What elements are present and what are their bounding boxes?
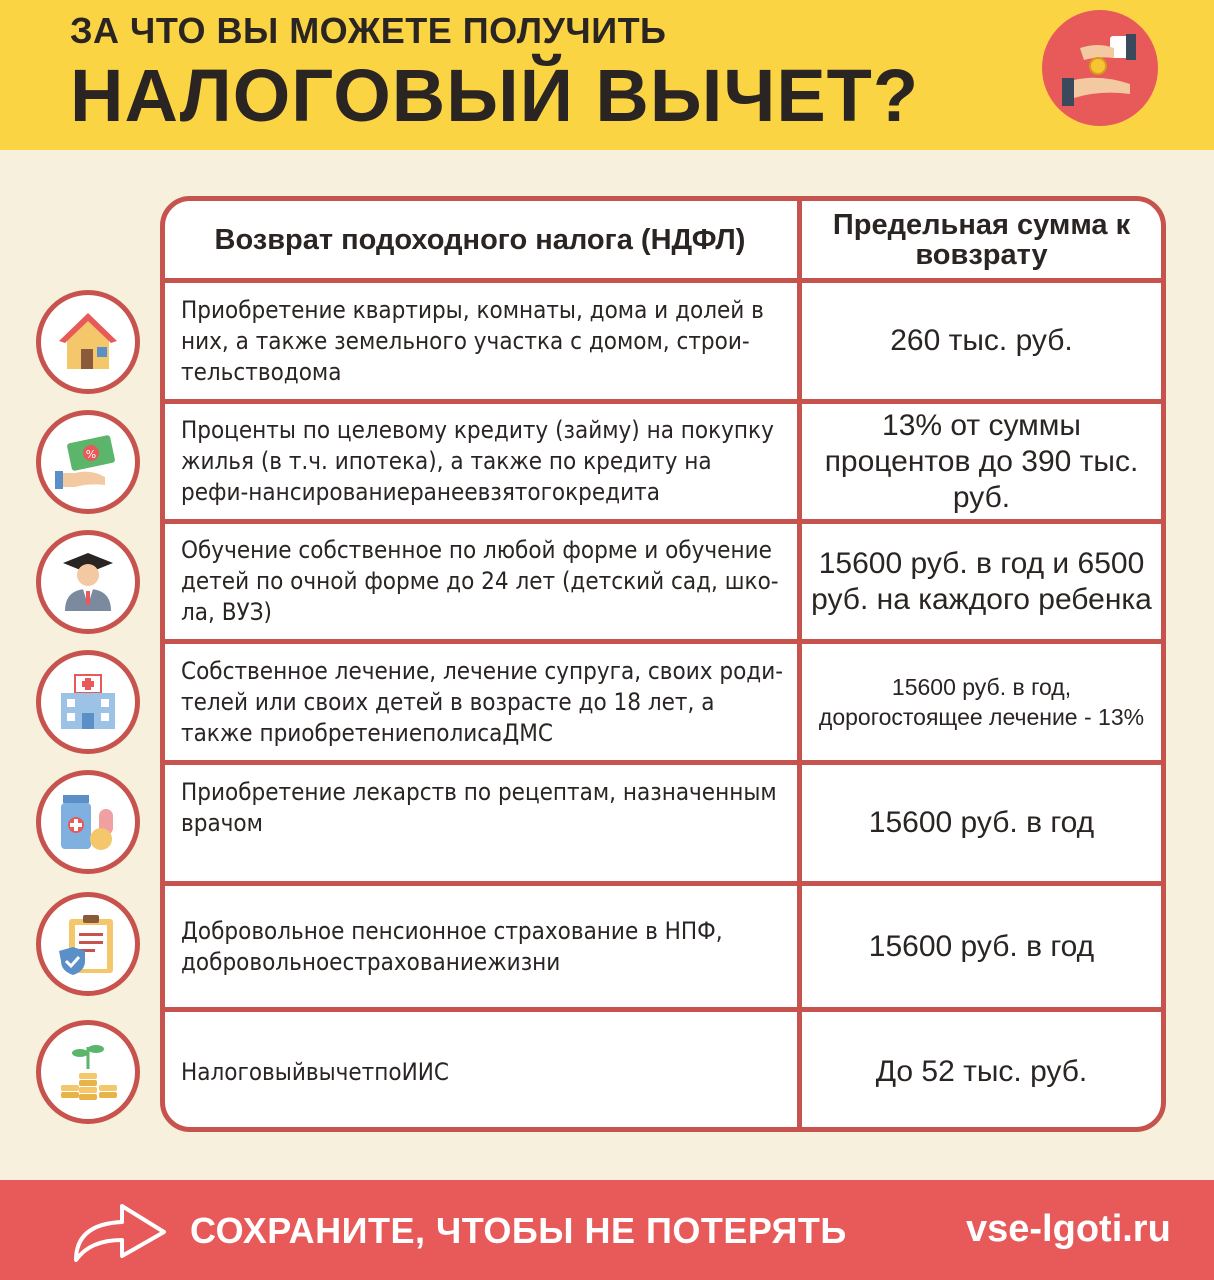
footer-banner bbox=[0, 1180, 1214, 1280]
row-description: Добровольное пенсионное страхование в НПФ, добровольноестрахованиежизни bbox=[181, 916, 723, 976]
loan-hand-icon bbox=[36, 410, 140, 514]
graduate-icon bbox=[36, 530, 140, 634]
row-description: Проценты по целевому кредиту (займу) на покупку жилья (в т.ч. ипотека), а также по кредиту на рефи-нансированиеранеевзятогокредита bbox=[181, 416, 774, 506]
row-description: Собственное лечение, лечение супруга, своих роди-телей или своих детей в возрасте до 18 лет, а также приобретениеполисаДМС bbox=[181, 656, 784, 747]
title-line-1: ЗА ЧТО ВЫ МОЖЕТЕ ПОЛУЧИТЬ bbox=[70, 10, 667, 51]
medicine-icon bbox=[36, 770, 140, 874]
hand-coin-icon bbox=[1040, 8, 1160, 128]
table-row bbox=[165, 283, 1161, 404]
insurance-clipboard-icon bbox=[36, 892, 140, 996]
row-description: Приобретение лекарств по рецептам, назначенным врачом bbox=[181, 778, 777, 837]
table-row bbox=[165, 644, 1161, 765]
table-row bbox=[165, 1012, 1161, 1132]
row-amount: 13% от суммы процентов до 390 тыс. руб. bbox=[824, 408, 1139, 514]
save-cta: СОХРАНИТЕ, ЧТОБЫ НЕ ПОТЕРЯТЬ bbox=[190, 1210, 847, 1251]
row-description: Обучение собственное по любой форме и обучение детей по очной форме до 24 лет (детский сад, шко-ла, ВУЗ) bbox=[181, 536, 779, 626]
house-icon bbox=[36, 290, 140, 394]
row-description: Приобретение квартиры, комнаты, дома и долей в них, а также земельного участка с домом, строи-тельстводома bbox=[181, 295, 764, 386]
site-link[interactable]: vse-lgoti.ru bbox=[966, 1208, 1171, 1250]
table-row bbox=[165, 404, 1161, 524]
row-amount: До 52 тыс. руб. bbox=[875, 1055, 1088, 1088]
row-amount: 15600 руб. в год, дорогостоящее лечение - 13% bbox=[818, 674, 1145, 730]
header-banner bbox=[0, 0, 1214, 150]
table-header bbox=[165, 201, 1161, 283]
table-row bbox=[165, 524, 1161, 644]
row-description: НалоговыйвычетпоИИС bbox=[181, 1057, 449, 1086]
page-title: НАЛОГОВЫЙ ВЫЧЕТ? bbox=[70, 54, 920, 137]
row-amount: 260 тыс. руб. bbox=[890, 324, 1073, 357]
coins-plant-icon bbox=[36, 1020, 140, 1124]
table-row bbox=[165, 886, 1161, 1012]
row-amount: 15600 руб. в год bbox=[868, 929, 1095, 963]
table-row bbox=[165, 765, 1161, 886]
header-cell-tax-refund: Возврат подоходного налога (НДФЛ) bbox=[214, 223, 746, 256]
row-amount: 15600 руб. в год и 6500 руб. на каждого ребенка bbox=[811, 546, 1152, 616]
hospital-icon bbox=[36, 650, 140, 754]
row-amount: 15600 руб. в год bbox=[868, 806, 1095, 839]
svg-text:%: % bbox=[85, 448, 97, 461]
share-arrow-icon[interactable] bbox=[70, 1198, 170, 1264]
header-cell-max-amount: Предельная сумма к вовзрату bbox=[832, 208, 1131, 271]
deductions-table bbox=[160, 196, 1166, 1132]
